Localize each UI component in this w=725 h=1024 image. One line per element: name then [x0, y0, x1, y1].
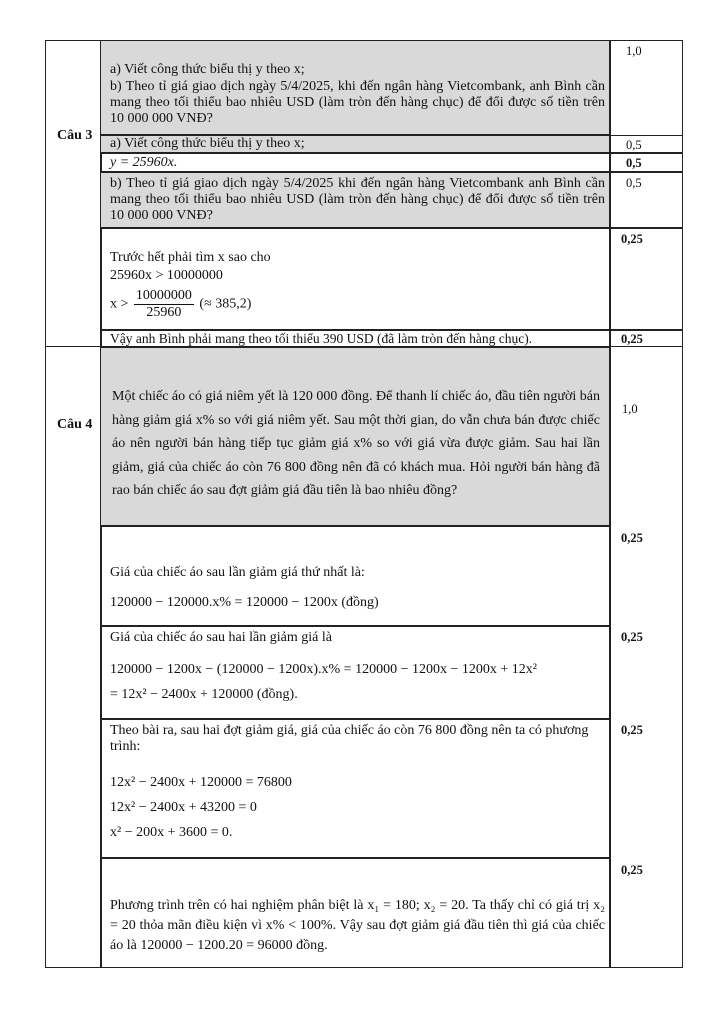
cau4-step2-text: Giá của chiếc áo sau hai lần giảm giá là: [110, 630, 332, 645]
cau3-label: Câu 3: [57, 128, 93, 143]
cau3-score-solve: 0,25: [621, 232, 643, 246]
cau3-score-a-cell: [610, 135, 683, 153]
cau3-score-a: 0,5: [626, 138, 642, 152]
cau4-step3-eq2: 12x² − 2400x + 43200 = 0: [110, 800, 257, 815]
cau4-step1-text: Giá của chiếc áo sau lần giảm giá thứ nhất là:: [110, 565, 365, 580]
cau3-score-conclusion: 0,25: [621, 332, 643, 346]
cau4-step3-eq3: x² − 200x + 3600 = 0.: [110, 825, 233, 840]
cau3-score-total: 1,0: [626, 44, 642, 58]
cau4-step2-line1: 120000 − 1200x − (120000 − 1200x).x% = 120000 − 1200x − 1200x + 12x²: [110, 662, 537, 677]
cau4-question: Một chiếc áo có giá niêm yết là 120 000 đồng. Để thanh lí chiếc áo, đầu tiên người bán hàng giảm giá x% so với giá niêm yết. Sau một thời gian, do vẫn chưa bán được chiếc áo nên người bán hàng tiếp tục giảm giá x% so với giá vừa được giảm. Sau hai lần giảm, giá của chiếc áo còn 76 800 đồng nên đã có khách mua. Hỏi người bán hàng đã rao bán chiếc áo sau đợt giảm giá đầu tiên là bao nhiêu đồng?: [112, 389, 600, 498]
cau3-question-a: a) Viết công thức biểu thị y theo x;: [110, 62, 305, 77]
cau3-inequality-1: 25960x > 10000000: [110, 268, 223, 283]
cau4-score-step1: 0,25: [621, 531, 643, 545]
cau4-score-step4: 0,25: [621, 863, 643, 877]
cau3-conclusion: Vậy anh Bình phải mang theo tối thiểu 390 USD (đã làm tròn đến hàng chục).: [110, 331, 533, 346]
cau3-b-repeat: b) Theo tỉ giá giao dịch ngày 5/4/2025 khi đến ngân hàng Vietcombank anh Bình cần mang theo tối thiểu bao nhiêu USD (làm tròn đến hàng chục) để đổi được số tiền trên 10 000 000 VNĐ?: [110, 176, 605, 223]
cau3-a-repeat: a) Viết công thức biểu thị y theo x;: [110, 136, 305, 151]
ineq2-denominator: 25960: [146, 305, 182, 320]
ineq2-fraction: [134, 288, 194, 321]
ineq2-tail: (≈ 385,2): [199, 296, 252, 312]
cau3-score-b: 0,5: [626, 176, 642, 190]
cau4-step3-text: Theo bài ra, sau hai đợt giảm giá, giá của chiếc áo còn 76 800 đồng nên ta có phương trình:: [110, 723, 589, 754]
cau3-answer-a: y = 25960x.: [110, 155, 178, 170]
cau4-score-step3: 0,25: [621, 723, 643, 737]
ineq2-numerator: 10000000: [135, 288, 192, 303]
cau4-score-step2: 0,25: [621, 630, 643, 644]
cau3-score-b-cell: [610, 172, 683, 228]
cau4-step4-text: Phương trình trên có hai nghiệm phân biệt là x₁ = 180; x₂ = 20. Ta thấy chỉ có giá trị x₂ = 20 thỏa mãn điều kiện vì x% < 100%. Vậy sau đợt giảm giá đầu tiên thì giá của chiếc áo là 120000 − 1200.20 = 96000 đồng.: [110, 898, 605, 953]
cau4-score-question: 1,0: [622, 402, 638, 416]
ineq2-lhs: x >: [110, 296, 129, 312]
cau4-step2-line2: = 12x² − 2400x + 120000 (đồng).: [110, 687, 298, 702]
cau3-score-answer-a-cell: [610, 153, 683, 172]
cau3-solve-intro: Trước hết phải tìm x sao cho: [110, 250, 271, 265]
cau4-label: Câu 4: [57, 417, 93, 432]
cau4-step3-eq1: 12x² − 2400x + 120000 = 76800: [110, 775, 292, 790]
cau3-question-b: b) Theo tỉ giá giao dịch ngày 5/4/2025, khi đến ngân hàng Vietcombank, anh Bình cần mang theo tối thiểu bao nhiêu USD (làm tròn đến hàng chục) để đổi được số tiền trên 10 000 000 VNĐ?: [110, 79, 605, 126]
cau3-score-answer-a: 0,5: [626, 156, 642, 170]
cau4-step1-formula: 120000 − 120000.x% = 120000 − 1200x (đồng): [110, 595, 379, 610]
cau3-inequality-2: [110, 288, 251, 321]
